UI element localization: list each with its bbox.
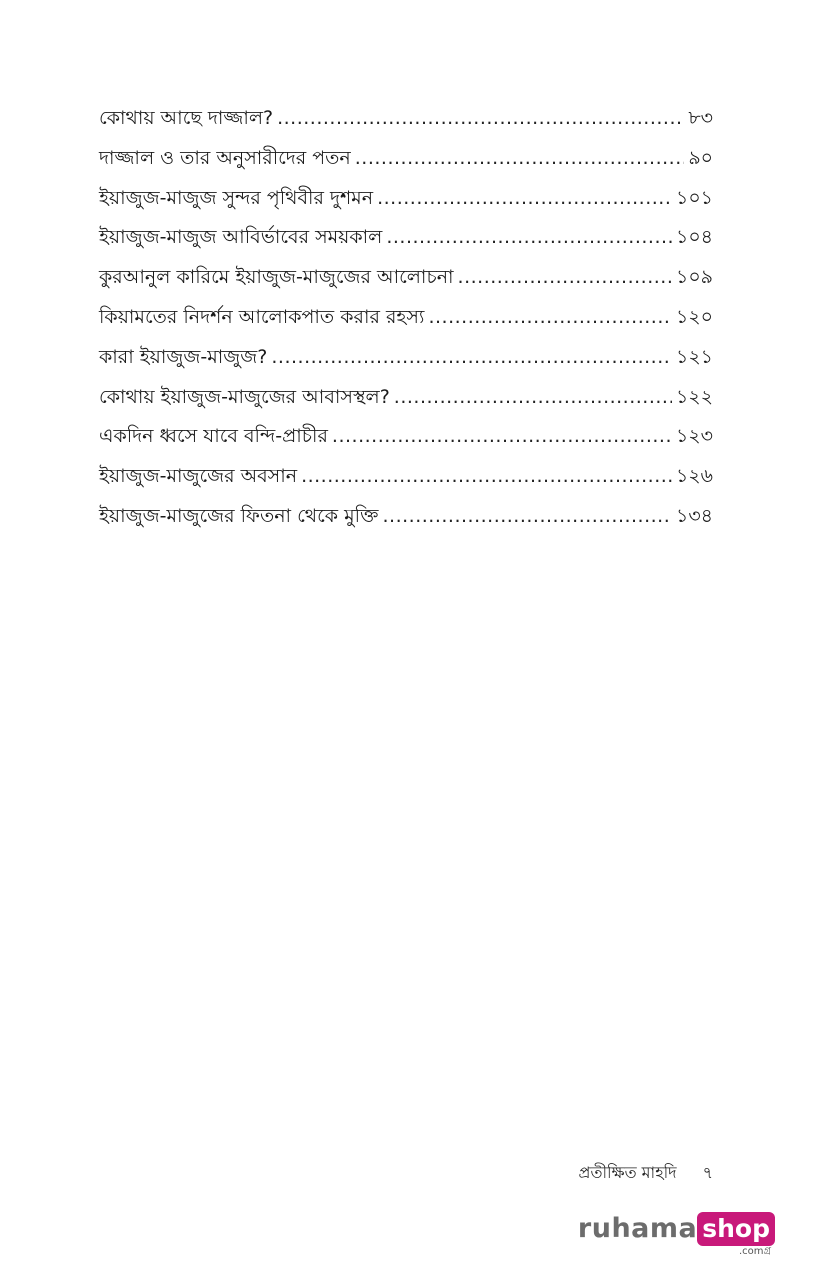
toc-entry-page: ১০১: [675, 186, 713, 209]
toc-leader-dots: [458, 258, 672, 298]
toc-entry-page: ১০৪: [675, 226, 713, 249]
toc-entry: [99, 417, 713, 457]
toc-entry: [99, 99, 713, 139]
toc-leader-dots: [428, 298, 672, 338]
toc-entry-title: কোথায় ইয়াজুজ-মাজুজের আবাসস্থল?: [99, 385, 390, 408]
toc-entry: [99, 179, 713, 219]
toc-entry-page: ১২৬: [675, 465, 713, 488]
toc-entry-title: কিয়ামতের নিদর্শন আলোকপাত করার রহস্য: [99, 305, 425, 328]
toc-entry: [99, 298, 713, 338]
toc-leader-dots: [332, 417, 672, 457]
toc-entry-page: ৮৩: [688, 107, 713, 129]
running-book-title: প্রতীক্ষিত মাহদি: [578, 1163, 677, 1182]
toc-entry-title: ইয়াজুজ-মাজুজ আবির্ভাবের সময়কাল: [99, 226, 383, 249]
toc-entry: [99, 139, 713, 179]
toc-leader-dots: [394, 378, 672, 418]
toc-entry-page: ৯০: [688, 146, 713, 169]
toc-leader-dots: [355, 139, 685, 179]
toc-entry: [99, 258, 713, 298]
toc-entry-page: ১৩৪: [675, 504, 713, 527]
toc-entry-page: ১০৯: [675, 266, 713, 289]
toc-entry-title: কুরআনুল কারিমে ইয়াজুজ-মাজুজের আলোচনা: [99, 266, 454, 289]
toc-leader-dots: [271, 338, 672, 378]
toc-leader-dots: [301, 457, 672, 497]
toc-entry-page: ১২১: [675, 345, 713, 368]
toc-leader-dots: [386, 218, 672, 258]
toc-entry: [99, 378, 713, 418]
toc-entry-page: ১২৩: [675, 425, 713, 448]
watermark-text-suffix: .comগ্র: [738, 1246, 771, 1257]
toc-entry: [99, 338, 713, 378]
page-number: ৭: [702, 1163, 713, 1182]
toc-entry: [99, 457, 713, 497]
toc-entry-page: ১২০: [675, 305, 713, 328]
toc-entry: [99, 497, 713, 537]
toc-entry: [99, 218, 713, 258]
table-of-contents: [99, 99, 713, 537]
watermark-shop-group: [697, 1210, 775, 1258]
watermark-text-shop: shop: [697, 1212, 775, 1246]
toc-entry-title: ইয়াজুজ-মাজুজ সুন্দর পৃথিবীর দুশমন: [99, 186, 374, 209]
toc-entry-title: দাজ্জাল ও তার অনুসারীদের পতন: [99, 146, 351, 169]
toc-entry-title: ইয়াজুজ-মাজুজের অবসান: [99, 465, 298, 488]
page-footer: [579, 1160, 713, 1187]
toc-leader-dots: [377, 179, 672, 219]
watermark-text-ruhama: ruhama: [577, 1213, 698, 1244]
toc-entry-title: ইয়াজুজ-মাজুজের ফিতনা থেকে মুক্তি: [99, 504, 379, 527]
toc-entry-title: একদিন ধ্বসে যাবে বন্দি-প্রাচীর: [99, 425, 328, 448]
toc-entry-title: কারা ইয়াজুজ-মাজুজ?: [99, 345, 268, 368]
toc-entry-page: ১২২: [675, 385, 713, 408]
toc-entry-title: কোথায় আছে দাজ্জাল?: [99, 107, 274, 129]
toc-leader-dots: [383, 497, 672, 537]
toc-leader-dots: [277, 99, 684, 139]
ruhamashop-watermark-logo: [578, 1210, 775, 1258]
